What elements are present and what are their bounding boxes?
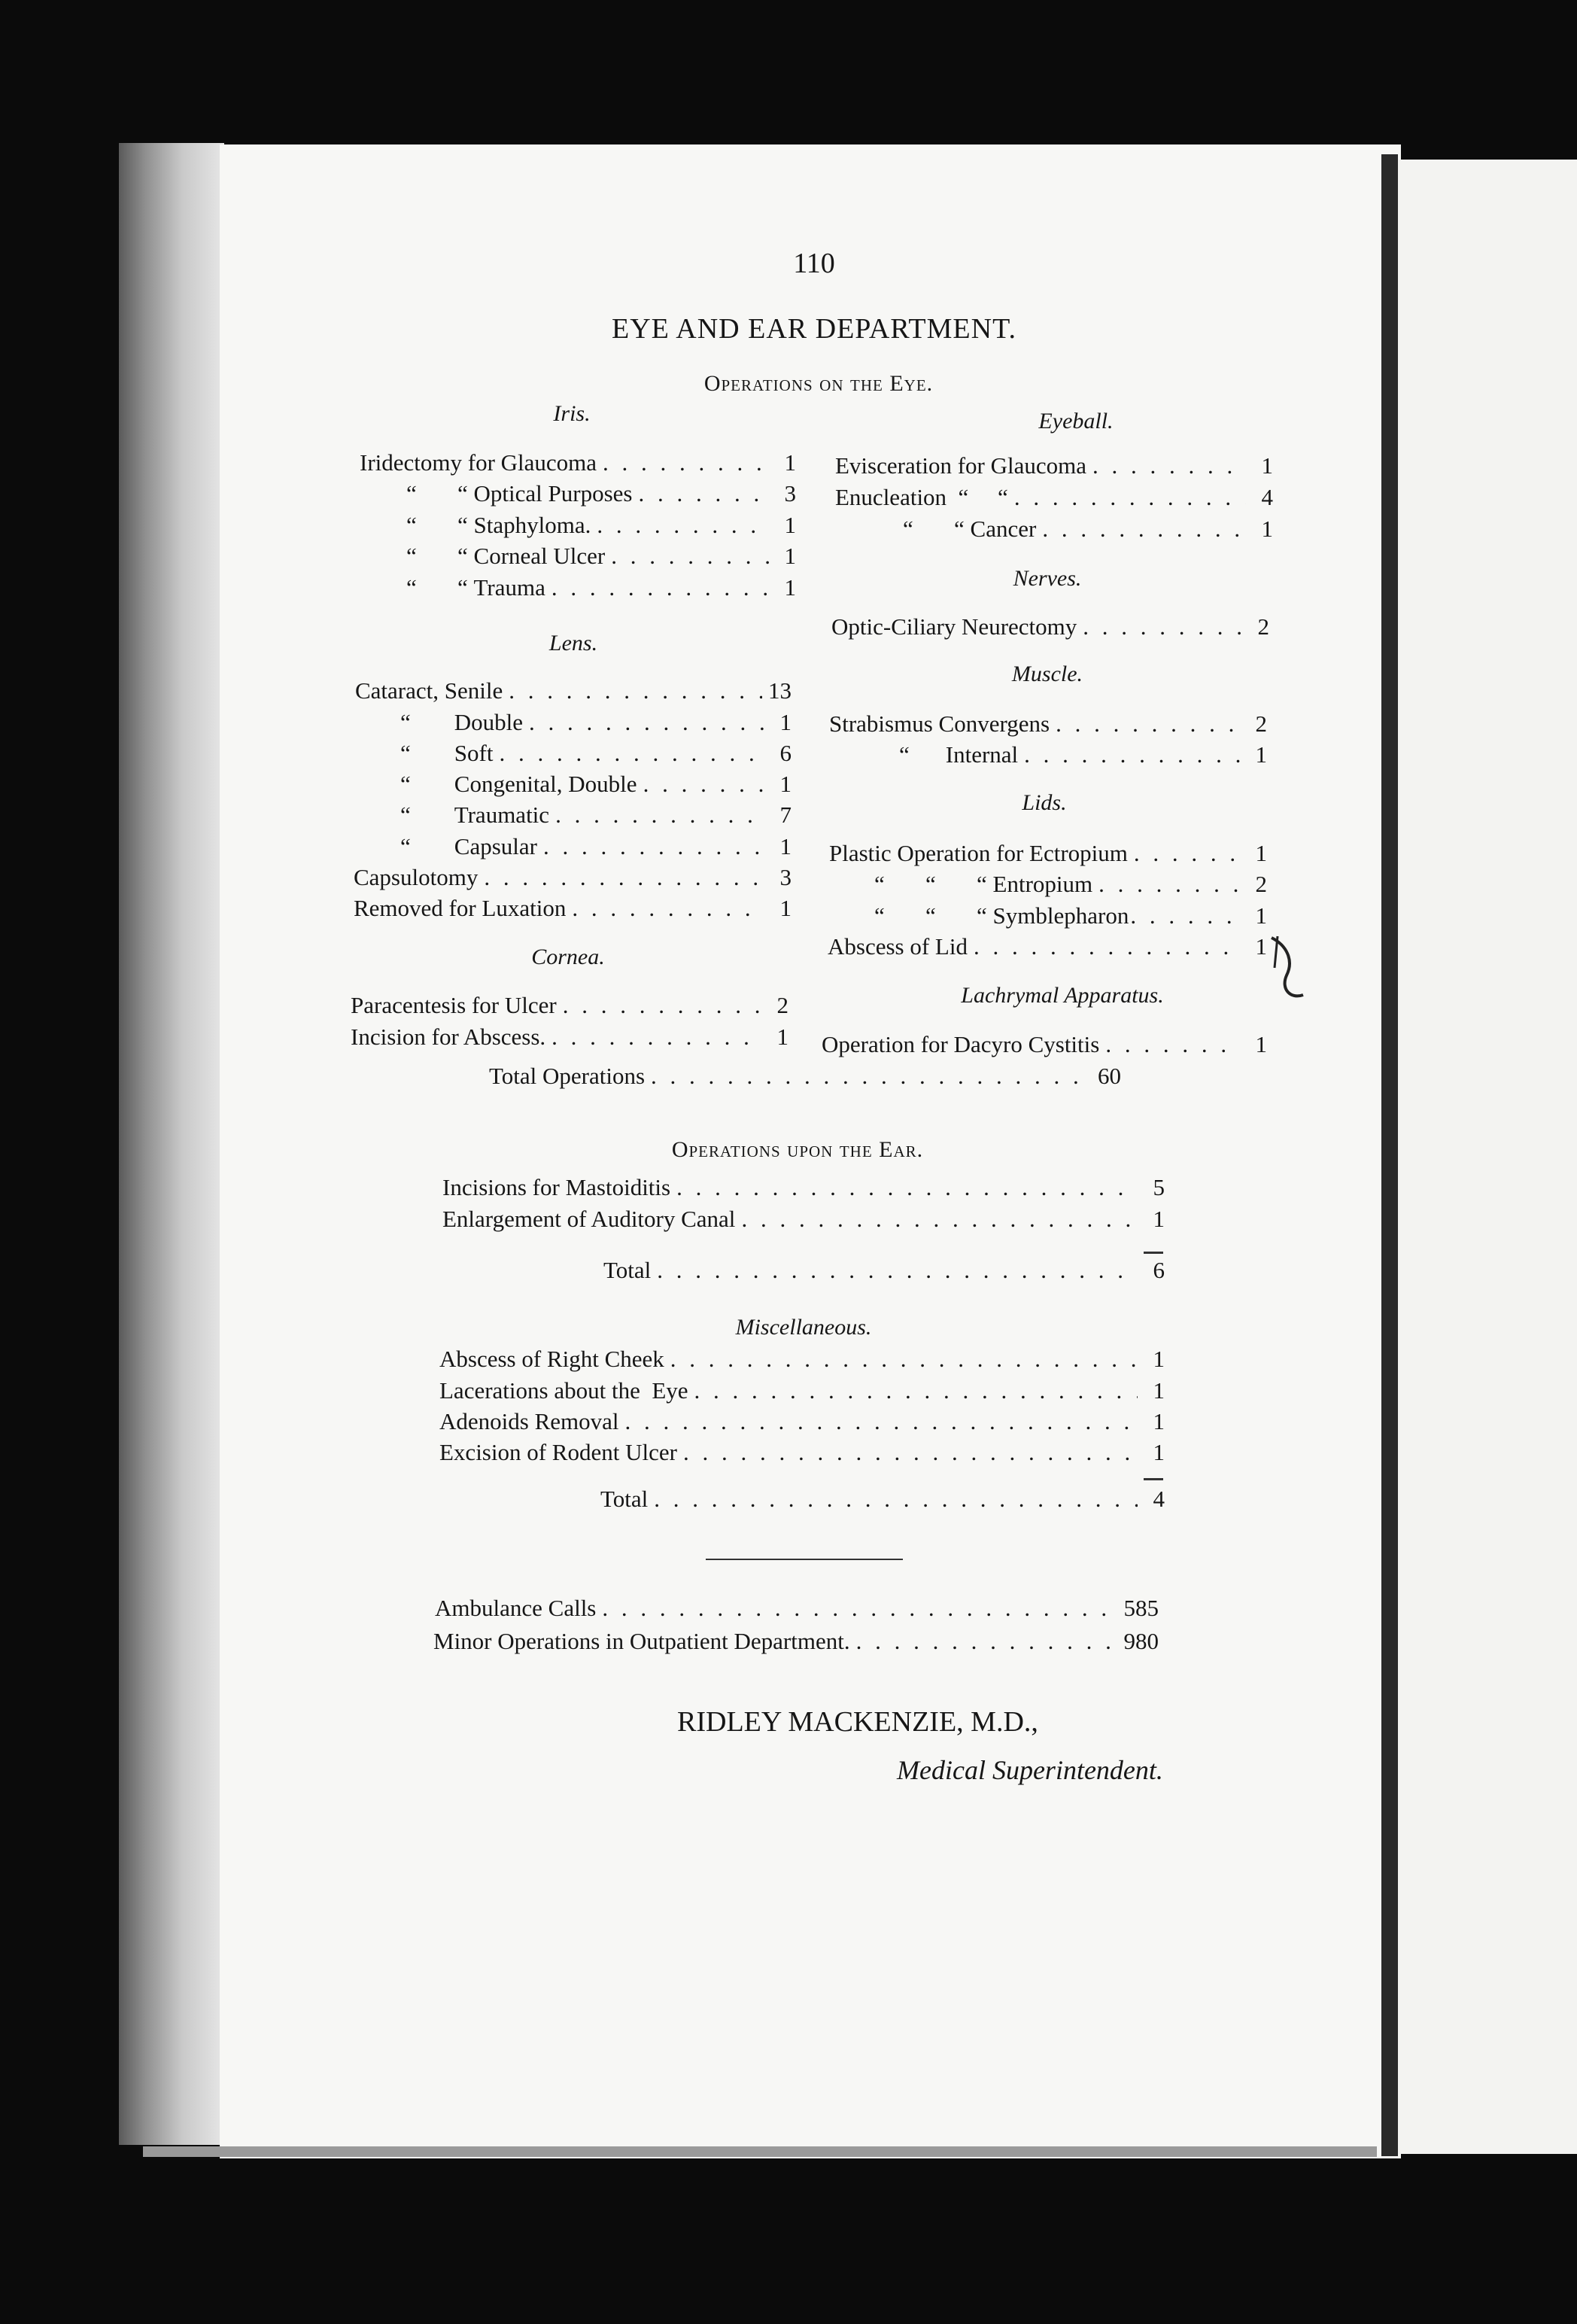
list-item [406, 541, 796, 571]
row-value: 1 [784, 543, 796, 569]
lens-heading: Lens. [548, 631, 598, 656]
ditto-mark: “ “ [406, 512, 468, 538]
list-item [439, 1376, 1165, 1406]
row-value: 1 [779, 895, 792, 921]
book-spine-edge [119, 143, 224, 2145]
list-item [903, 514, 1273, 544]
row-label: Traumatic [454, 802, 550, 828]
lids-heading: Lids. [1022, 790, 1067, 815]
misc-heading: Miscellaneous. [735, 1315, 872, 1340]
list-item [835, 482, 1273, 513]
list-item [439, 1344, 1165, 1374]
row-label: Lacerations about the Eye [439, 1377, 688, 1404]
row-label: Cataract, Senile [355, 677, 503, 704]
row-label: Trauma [473, 574, 545, 601]
lachrymal-heading: Lachrymal Apparatus. [961, 983, 1164, 1008]
list-item [406, 510, 796, 540]
list-item [435, 1593, 1159, 1623]
row-label: Symblepharon [992, 902, 1129, 929]
list-item [351, 1022, 788, 1052]
ditto-mark: “ [400, 771, 411, 797]
row-value: 1 [779, 709, 792, 735]
row-label: Strabismus Convergens [829, 710, 1050, 737]
row-label: Total [603, 1257, 652, 1283]
row-label: Enucleation “ “ [835, 484, 1008, 510]
row-value: 2 [776, 992, 788, 1018]
row-value: 1 [1153, 1439, 1165, 1465]
list-item [829, 709, 1267, 739]
row-label: Total [600, 1486, 649, 1512]
ditto-mark: “ “ “ [874, 902, 987, 929]
row-value: 3 [779, 864, 792, 890]
row-value: 6 [779, 740, 792, 766]
misc-total [600, 1484, 1165, 1514]
row-value: 5 [1153, 1174, 1165, 1200]
list-item [439, 1407, 1165, 1437]
list-item [400, 832, 792, 862]
row-value: 7 [779, 802, 792, 828]
ditto-mark: “ “ “ [874, 871, 987, 897]
row-value: 980 [1123, 1628, 1159, 1654]
row-value: 1 [1153, 1346, 1165, 1372]
list-item [351, 990, 788, 1021]
row-value: 4 [1153, 1486, 1165, 1512]
row-value: 1 [779, 771, 792, 797]
row-value: 2 [1255, 871, 1267, 897]
page-title: EYE AND EAR DEPARTMENT. [612, 313, 1016, 345]
row-label: Total Operations [489, 1063, 646, 1089]
list-item [406, 479, 796, 509]
ditto-mark: “ [400, 709, 411, 735]
row-value: 2 [1255, 710, 1267, 737]
row-label: Evisceration for Glaucoma [835, 452, 1086, 479]
list-item [354, 893, 792, 923]
row-label: Corneal Ulcer [473, 543, 606, 569]
ditto-mark: “ [400, 833, 411, 859]
eyeball-heading: Eyeball. [1038, 409, 1114, 433]
row-value: 1 [784, 512, 796, 538]
cornea-heading: Cornea. [531, 945, 605, 969]
row-value: 1 [1261, 516, 1273, 542]
row-label: Capsular [454, 833, 537, 859]
list-item [442, 1173, 1165, 1203]
facing-page [1398, 160, 1577, 2154]
ear-total [603, 1255, 1165, 1285]
section-divider [706, 1559, 903, 1560]
row-value: 60 [1098, 1063, 1121, 1089]
row-value: 1 [1153, 1206, 1165, 1232]
row-value: 1 [1255, 840, 1267, 866]
row-label: Entropium [992, 871, 1093, 897]
sum-rule [1144, 1478, 1163, 1480]
row-label: Capsulotomy [354, 864, 479, 890]
eye-heading: Operations on the Eye. [703, 371, 934, 396]
list-item [828, 932, 1267, 962]
list-item [400, 707, 792, 738]
list-item [822, 1030, 1267, 1060]
row-label: Staphyloma. [473, 512, 591, 538]
page-bottom-edge [143, 2146, 1377, 2157]
signature-name: RIDLEY MACKENZIE, M.D., [677, 1706, 1038, 1738]
row-value: 1 [1255, 1031, 1267, 1057]
row-label: Congenital, Double [454, 771, 637, 797]
list-item [354, 862, 792, 893]
sum-rule [1144, 1252, 1163, 1254]
ditto-mark: “ [400, 802, 411, 828]
list-item [442, 1204, 1165, 1234]
ditto-mark: “ “ [406, 574, 468, 601]
row-label: Adenoids Removal [439, 1408, 619, 1434]
row-value: 3 [784, 480, 796, 506]
row-label: Incisions for Mastoiditis [442, 1174, 671, 1200]
row-value: 2 [1257, 613, 1269, 640]
list-item [829, 838, 1267, 868]
row-value: 13 [768, 677, 792, 704]
row-value: 4 [1261, 484, 1273, 510]
row-label: Internal [945, 741, 1019, 768]
row-value: 1 [1261, 452, 1273, 479]
list-item [355, 676, 792, 706]
list-item [835, 451, 1273, 481]
row-label: Iridectomy for Glaucoma [360, 449, 597, 476]
row-label: Operation for Dacyro Cystitis [822, 1031, 1100, 1057]
row-value: 1 [779, 833, 792, 859]
row-label: Abscess of Lid [828, 933, 968, 960]
list-item [874, 869, 1267, 899]
row-value: 1 [784, 449, 796, 476]
row-value: 1 [776, 1024, 788, 1050]
row-value: 1 [1153, 1377, 1165, 1404]
ear-heading: Operations upon the Ear. [671, 1137, 924, 1162]
row-label: Incision for Abscess. [351, 1024, 546, 1050]
signature-title: Medical Superintendent. [897, 1755, 1163, 1785]
list-item [400, 738, 792, 768]
muscle-heading: Muscle. [1011, 662, 1083, 686]
ditto-mark: “ [400, 740, 411, 766]
row-value: 1 [1255, 741, 1267, 768]
ditto-mark: “ “ [406, 480, 468, 506]
nerves-heading: Nerves. [1013, 566, 1082, 591]
page-gutter [1381, 154, 1398, 2156]
row-value: 1 [1255, 902, 1267, 929]
list-item [899, 740, 1267, 770]
total-operations [489, 1061, 1121, 1091]
row-label: Soft [454, 740, 494, 766]
ditto-mark: “ [899, 741, 910, 768]
row-label: Optic-Ciliary Neurectomy [831, 613, 1077, 640]
list-item [433, 1626, 1159, 1656]
list-item [831, 612, 1269, 642]
row-value: 585 [1123, 1595, 1159, 1621]
page-number: 110 [793, 248, 835, 279]
row-label: Paracentesis for Ulcer [351, 992, 557, 1018]
list-item [439, 1437, 1165, 1468]
row-label: Cancer [970, 516, 1037, 542]
row-value: 1 [1153, 1408, 1165, 1434]
row-label: Double [454, 709, 524, 735]
row-label: Removed for Luxation [354, 895, 567, 921]
list-item [400, 800, 792, 830]
row-value: 1 [1255, 933, 1267, 960]
row-label: Enlargement of Auditory Canal [442, 1206, 736, 1232]
list-item [360, 448, 796, 478]
row-label: Ambulance Calls [435, 1595, 597, 1621]
row-label: Optical Purposes [473, 480, 633, 506]
ditto-mark: “ “ [903, 516, 965, 542]
iris-heading: Iris. [553, 401, 591, 426]
row-label: Minor Operations in Outpatient Department. [433, 1628, 850, 1654]
row-label: Plastic Operation for Ectropium [829, 840, 1128, 866]
list-item [406, 573, 796, 603]
ditto-mark: “ “ [406, 543, 468, 569]
row-label: Excision of Rodent Ulcer [439, 1439, 677, 1465]
list-item [400, 769, 792, 799]
row-value: 1 [784, 574, 796, 601]
row-value: 6 [1153, 1257, 1165, 1283]
row-label: Abscess of Right Cheek [439, 1346, 664, 1372]
handwritten-mark [1264, 930, 1309, 1013]
list-item [874, 901, 1267, 931]
